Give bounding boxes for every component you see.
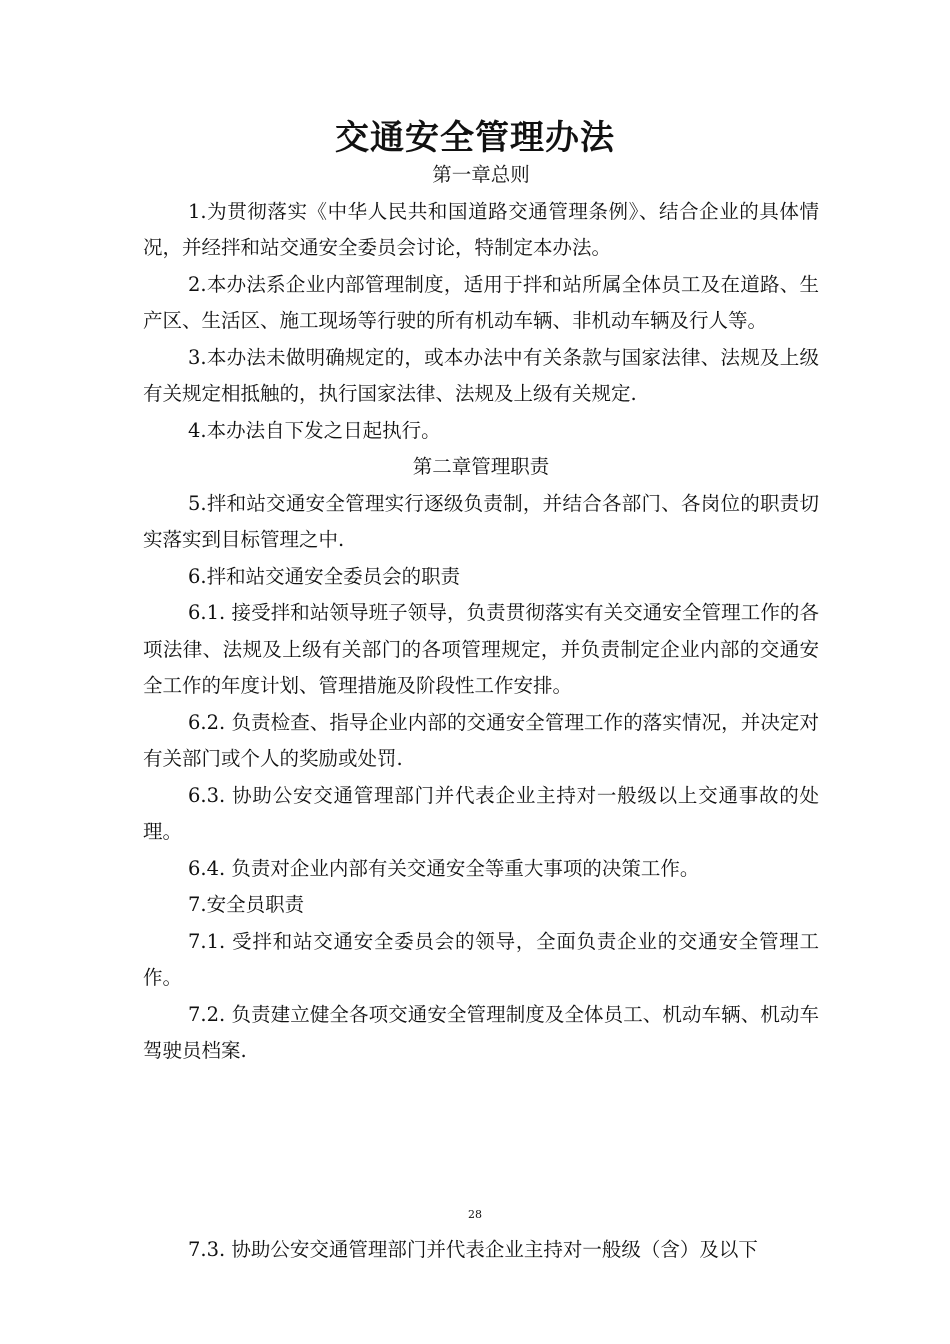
paragraph: 6.拌和站交通安全委员会的职责 [188,564,461,588]
paragraph: 7.安全员职责 [188,893,305,916]
document-title: 交通安全管理办法 [335,117,615,158]
chapter-heading: 第二章管理职责 [412,455,550,478]
paragraph: 5.拌和站交通安全管理实行逐级负责制，并结合各部门、各岗位的职责切实落实到目标管理之中. [143,491,819,551]
document-body [143,157,819,1070]
paragraph: 6.4. 负责对企业内部有关交通安全等重大事项的决策工作。 [188,856,700,880]
paragraph: 4.本办法自下发之日起执行。 [188,418,441,442]
paragraph: 6.2. 负责检查、指导企业内部的交通安全管理工作的落实情况，并决定对有关部门或个人的奖励或处罚. [143,710,819,770]
paragraph: 2.本办法系企业内部管理制度，适用于拌和站所属全体员工及在道路、生产区、生活区、施工现场等行驶的所有机动车辆、非机动车辆及行人等。 [143,272,819,332]
paragraph: 6.1. 接受拌和站领导班子领导，负责贯彻落实有关交通安全管理工作的各项法律、法规及上级有关部门的各项管理规定，并负责制定企业内部的交通安全工作的年度计划、管理措施及阶段性工作安排。 [143,601,819,697]
paragraph: 7.1. 受拌和站交通安全委员会的领导，全面负责企业的交通安全管理工作。 [143,929,819,989]
chapter-heading: 第一章总则 [432,163,530,186]
next-page-first-line: 7.3. 协助公安交通管理部门并代表企业主持对一般级（含）及以下 [188,1238,758,1261]
page-number: 28 [468,1208,482,1221]
paragraph: 6.3. 协助公安交通管理部门并代表企业主持对一般级以上交通事故的处理。 [143,783,819,843]
paragraph: 3.本办法未做明确规定的，或本办法中有关条款与国家法律、法规及上级有关规定相抵触的，执行国家法律、法规及上级有关规定. [143,345,819,405]
paragraph: 7.2. 负责建立健全各项交通安全管理制度及全体员工、机动车辆、机动车驾驶员档案. [143,1002,819,1062]
paragraph: 1.为贯彻落实《中华人民共和国道路交通管理条例》、结合企业的具体情况，并经拌和站交通安全委员会讨论，特制定本办法。 [143,199,819,259]
